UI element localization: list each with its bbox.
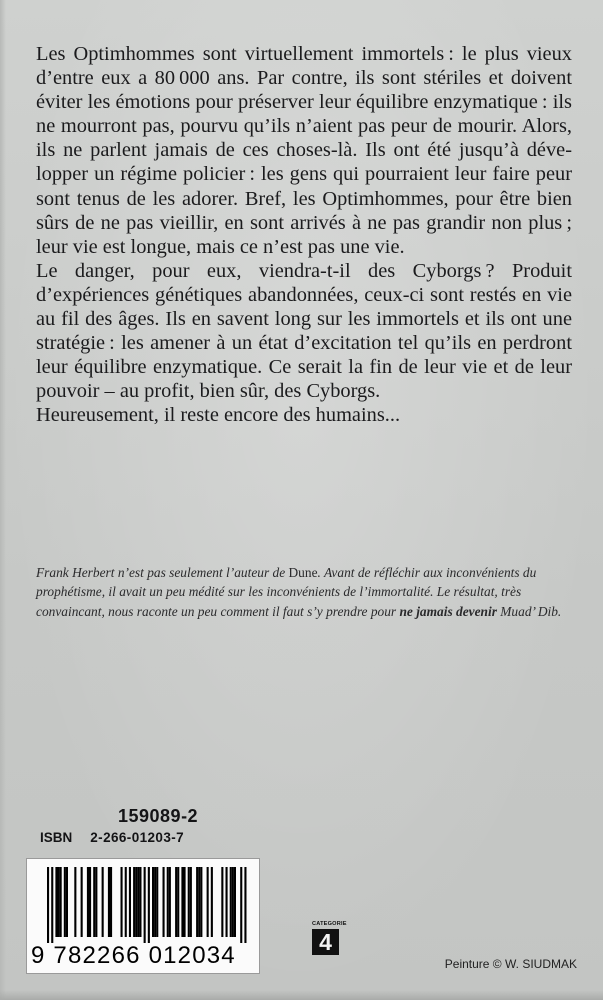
- category-label: CATEGORIE: [312, 921, 347, 927]
- barcode-bar: [188, 867, 190, 937]
- category-badge: [312, 920, 347, 955]
- barcode-bar: [47, 867, 49, 943]
- barcode-digits: 9 782266 012034: [31, 942, 236, 969]
- barcode-bar: [177, 867, 179, 937]
- barcode-bars: [35, 867, 253, 943]
- barcode-bar: [196, 867, 198, 937]
- barcode-bar: [207, 867, 209, 937]
- barcode-bar: [87, 867, 89, 937]
- barcode-bar: [64, 867, 66, 937]
- author-note-text: Frank Herbert n’est pas seulement l’auteur de: [36, 565, 289, 580]
- cover-edge: [0, 0, 6, 1000]
- isbn-line: [40, 829, 198, 847]
- barcode-bar: [137, 867, 139, 937]
- barcode-bar: [135, 867, 137, 937]
- barcode-bar: [156, 867, 158, 937]
- barcode-bar: [154, 867, 156, 937]
- cover-art-credit: Peinture © W. SIUDMAK: [444, 957, 577, 971]
- barcode-bar: [139, 867, 141, 937]
- barcode-bar: [226, 867, 228, 937]
- barcode-bar: [66, 867, 68, 937]
- reference-number: 159089-2: [118, 806, 199, 826]
- blurb-paragraph: Heureusement, il reste encore des humains...: [36, 404, 401, 427]
- category-number: 4: [312, 929, 339, 955]
- barcode-bar: [89, 867, 91, 937]
- barcode-bar: [169, 867, 171, 937]
- barcode-bar: [93, 867, 95, 937]
- book-title-dune: Dune: [288, 565, 318, 580]
- barcode: [26, 858, 260, 974]
- author-note-text: . Avant de réfléchir aux inconvénients du prophétisme, il avait un peu médité sur les inconvénients de l’immortalité. Le résultat, très convaincant, nous raconte un peu comment il faut s’y prendre pour: [36, 565, 537, 619]
- barcode-bar: [184, 867, 186, 937]
- isbn-value: 2-266-01203-7: [90, 830, 185, 845]
- cover-edge-bottom: [0, 990, 603, 1000]
- barcode-bar: [240, 867, 242, 943]
- barcode-bar: [51, 867, 53, 943]
- barcode-bar: [121, 867, 123, 937]
- back-cover-blurb: [36, 42, 572, 428]
- author-note-text: Muad’ Dib.: [496, 603, 562, 619]
- barcode-bar: [129, 867, 131, 937]
- barcode-bar: [110, 867, 112, 937]
- barcode-bar: [190, 867, 192, 937]
- barcode-bar: [232, 867, 234, 937]
- publisher-codes: [40, 805, 198, 847]
- barcode-bar: [58, 867, 60, 937]
- barcode-bar: [148, 867, 150, 943]
- barcode-bar: [175, 867, 177, 937]
- barcode-bar: [230, 867, 232, 937]
- barcode-bar: [198, 867, 200, 937]
- blurb-paragraph: Le danger, pour eux, viendra-t-il des Cyborgs ? Produit d’expériences génétiques abandonnées, ceux-ci sont restés en vie au fil des âges. Ils en savent long sur les immortels et ils ont une stratégie : les amener à un état d’excitation tel qu’ils en perdront leur équilibre enzymatique. Ce serait la fin de leur vie et de leur pouvoir – au profit, bien sûr, des Cyborgs.: [36, 259, 572, 403]
- isbn-label: ISBN: [40, 830, 73, 845]
- barcode-bar: [133, 867, 135, 937]
- barcode-bar: [125, 867, 127, 937]
- barcode-bar: [152, 867, 154, 937]
- barcode-bar: [55, 867, 57, 937]
- barcode-bar: [221, 867, 223, 937]
- barcode-bar: [167, 867, 169, 937]
- author-note-emphasis: ne jamais devenir: [399, 603, 497, 619]
- barcode-bar: [95, 867, 97, 937]
- barcode-bar: [81, 867, 83, 937]
- barcode-bar: [211, 867, 213, 937]
- blurb-paragraph: Les Optimhommes sont virtuellement immortels : le plus vieux d’entre eux a 80 000 ans. Par contre, ils sont stériles et doivent éviter les émotions pour préserver leur équilibre enzymatique : ils ne mourront pas, pourvu qu’ils n’aient pas peur de mourir. Alors, ils ne parlent jamais de ces choses-là. Ils ont été jusqu’à développer un régime policier : les gens qui pourraient leur faire peur sont tenus de les adorer. Bref, les Optimhommes, pour être bien sûrs de ne pas vieillir, en sont arrivés à ne pas grandir non plus ; leur vie est longue, mais ce n’est pas une vie.: [36, 43, 572, 258]
- barcode-bar: [163, 867, 165, 937]
- barcode-bar: [234, 867, 236, 937]
- author-note: [36, 563, 572, 621]
- barcode-bar: [144, 867, 146, 943]
- barcode-bar: [108, 867, 110, 937]
- barcode-bar: [74, 867, 76, 937]
- barcode-bar: [244, 867, 246, 943]
- barcode-bar: [60, 867, 62, 937]
- barcode-bar: [181, 867, 183, 937]
- barcode-bar: [200, 867, 202, 937]
- barcode-bar: [102, 867, 104, 937]
